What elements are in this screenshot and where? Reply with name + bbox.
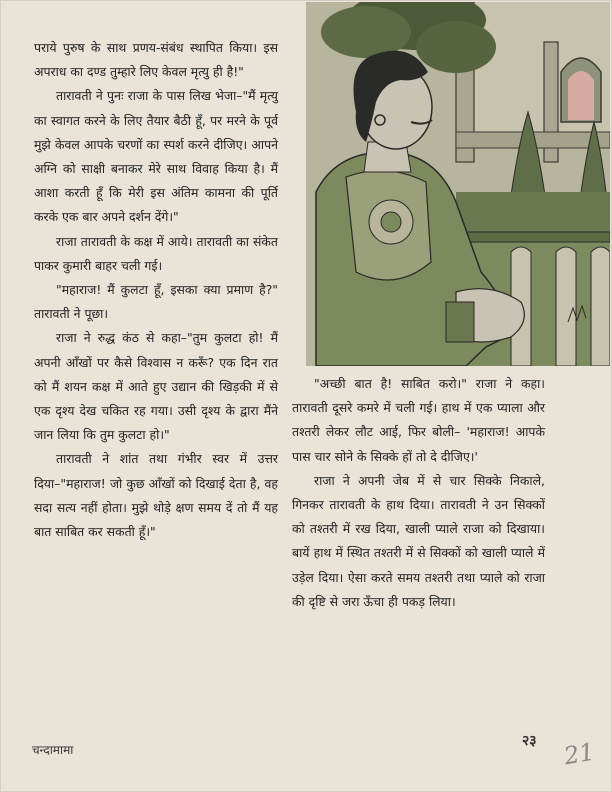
right-text-column bbox=[292, 372, 545, 614]
railing-top bbox=[456, 232, 610, 242]
robe-sleeve bbox=[446, 302, 474, 342]
robe-medallion bbox=[381, 212, 401, 232]
paragraph: पराये पुरुष के साथ प्रणय-संबंध स्थापित किया। इस अपराध का दण्ड तुम्हारे लिए केवल मृत्यु ही है!" bbox=[34, 40, 278, 80]
railing-opening bbox=[556, 247, 576, 366]
paragraph: राजा ने रुद्ध कंठ से कहा–"तुम कुलटा हो! मैं अपनी आँखों पर कैसे विश्वास न करूँ? एक दिन रात को मैं शयन कक्ष में आते हुए उद्यान की खिड़की में से एक दृश्य देख चकित रह गया। उसी दृश्य के द्वारा मैंने जान लिया कि तुम कुलटा हो।" bbox=[34, 330, 278, 443]
tree-foliage bbox=[321, 6, 411, 58]
magazine-name: चन्दामामा bbox=[32, 743, 74, 757]
left-text-column bbox=[34, 36, 278, 544]
paragraph: तारावती ने पुनः राजा के पास लिख भेजा–"मैं मृत्यु का स्वागत करने के लिए तैयार बैठी हूँ, पर मरने के पूर्व मुझे केवल आपके चरणों का स्पर्श करने दीजिए। आपने अग्नि को साक्षी बनाकर मेरे साथ विवाह किया है। मैं आशा करती हूँ कि मेरी इस अंतिम कामना की पूर्ति करके एक बार अपने दर्शन देंगे।" bbox=[34, 88, 278, 225]
paragraph: "महाराज! मैं कुलटा हूँ, इसका क्या प्रमाण है?" तारावती ने पूछा। bbox=[34, 282, 278, 322]
garden-hedge bbox=[456, 192, 610, 232]
paragraph: राजा तारावती के कक्ष में आये। तारावती का संकेत पाकर कुमारी बाहर चली गई। bbox=[34, 233, 278, 273]
paragraph: "अच्छी बात है! साबित करो।" राजा ने कहा। तारावती दूसरे कमरे में चली गई। हाथ में एक प्याला और तश्तरी लेकर लौट आई, फिर बोली– 'महाराज! आपके पास चार सोने के सिक्के हों तो दे दीजिए।' bbox=[292, 376, 545, 464]
page-number: २३ bbox=[522, 733, 537, 749]
illustration bbox=[306, 2, 610, 366]
tree-foliage bbox=[416, 21, 496, 73]
paragraph: राजा ने अपनी जेब में से चार सिक्के निकाले, गिनकर तारावती के हाथ दिया। तारावती ने उन सिक्कों को तश्तरी में रख दिया, खाली प्याले राजा को दिखाया। बायें हाथ में स्थित तश्तरी में से सिक्कों को खाली प्याले में उड़ेल दिया। ऐसा करते समय तश्तरी तथा प्याले को राजा की दृष्टि से जरा ऊँचा ही पकड़ लिया। bbox=[292, 472, 545, 609]
handwritten-page-mark: 21 bbox=[561, 737, 597, 771]
window-curtain bbox=[568, 71, 594, 120]
railing-opening bbox=[591, 247, 610, 366]
paragraph: तारावती ने शांत तथा गंभीर स्वर में उत्तर दिया–"महाराज! जो कुछ आँखों को दिखाई देता है, वह सदा सत्य नहीं होता। मुझे थोड़े क्षण समय दें तो मैं यह बात साबित कर सकती हूँ।" bbox=[34, 451, 278, 540]
